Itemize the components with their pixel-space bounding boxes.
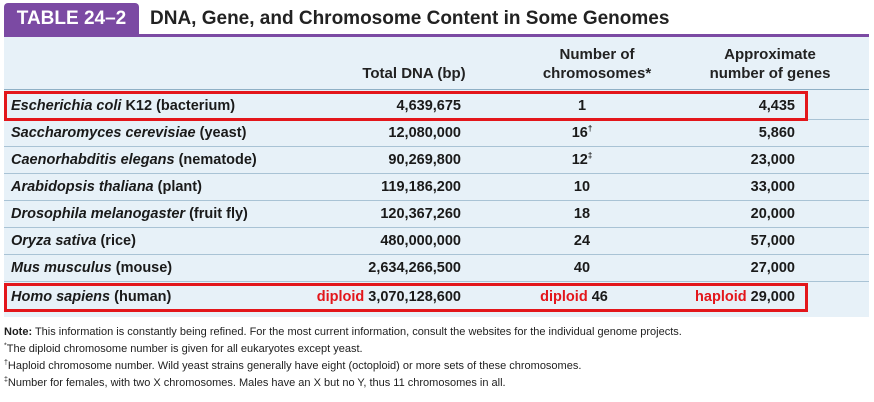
genes-cell: 20,000 — [750, 206, 795, 222]
highlight-box-human — [4, 283, 808, 312]
header-chromosomes — [522, 45, 672, 83]
total-dna-cell: 2,634,266,500 — [368, 260, 461, 276]
dagger-text: Haploid chromosome number. Wild yeast strains generally have eight (octoploid) or more sets of these chromosomes. — [7, 360, 582, 372]
footnote-dagger — [4, 358, 870, 375]
table-row — [4, 147, 869, 173]
table-label: TABLE 24–2 — [4, 3, 139, 34]
common-name: (plant) — [153, 179, 202, 195]
common-name: (human) — [110, 289, 172, 305]
common-name: (nematode) — [174, 152, 257, 168]
chromosomes-value: 18 — [573, 206, 591, 222]
header-total-dna: Total DNA (bp) — [362, 65, 466, 82]
table-footnotes — [4, 324, 870, 392]
common-name: (fruit fly) — [185, 206, 248, 222]
header-genes-line2: number of genes — [709, 65, 831, 82]
organism-cell — [11, 174, 202, 200]
header-chromosomes-line1: Number of — [559, 46, 635, 63]
table-title: DNA, Gene, and Chromosome Content in Some Genomes — [150, 8, 670, 29]
total-dna-cell: 119,186,200 — [381, 179, 461, 195]
star-mark: * — [4, 342, 7, 350]
header-rule — [4, 89, 869, 90]
organism-cell — [11, 255, 172, 281]
footnote-double-dagger — [4, 375, 870, 392]
annotation-haploid-genes: haploid — [695, 289, 747, 305]
double-dagger-text: Number for females, with two X chromosomes. Males have an X but no Y, thus 11 chromosomes in all. — [7, 377, 506, 389]
common-name: (rice) — [96, 233, 136, 249]
species-name: Homo sapiens — [11, 289, 111, 305]
species-name: Mus musculus — [11, 260, 112, 276]
chromosomes-mark: ‡ — [587, 151, 593, 161]
highlight-box-ecoli — [4, 91, 808, 121]
annotation-diploid-dna: diploid — [316, 289, 365, 305]
genes-value: 29,000 — [750, 289, 795, 305]
common-name: (yeast) — [195, 125, 247, 141]
note-label: Note: — [4, 326, 33, 338]
total-dna-value: 3,070,128,600 — [368, 289, 461, 305]
species-name: Arabidopsis thaliana — [11, 179, 154, 195]
total-dna-cell: 12,080,000 — [388, 125, 461, 141]
genes-cell: 57,000 — [750, 233, 795, 249]
annotation-diploid-chromosomes: diploid — [540, 289, 588, 305]
chromosomes-value: 40 — [573, 260, 591, 276]
species-name: Drosophila melanogaster — [11, 206, 186, 222]
total-dna-cell: 480,000,000 — [380, 233, 461, 249]
genes-cell: 23,000 — [750, 152, 795, 168]
total-dna-cell: 120,367,260 — [380, 206, 461, 222]
table-row — [4, 120, 869, 146]
genes-cell: 27,000 — [750, 260, 795, 276]
table-row — [4, 255, 869, 281]
species-name: Saccharomyces cerevisiae — [11, 125, 196, 141]
chromosomes-cell — [544, 147, 620, 173]
chromosomes-value: 24 — [573, 233, 591, 249]
footnote-star — [4, 341, 870, 358]
common-name: (bacterium) — [152, 98, 236, 114]
chromosomes-cell — [544, 120, 620, 146]
genes-cell: 4,435 — [758, 98, 795, 114]
organism-cell — [11, 228, 136, 254]
chromosomes-cell — [544, 174, 620, 200]
organism-cell — [11, 201, 248, 227]
organism-cell — [11, 147, 257, 173]
chromosomes-value: 10 — [573, 179, 591, 195]
chromosomes-cell — [544, 255, 620, 281]
chromosomes-value: 1 — [577, 98, 587, 114]
chromosomes-mark: † — [587, 124, 593, 134]
star-text: The diploid chromosome number is given for all eukaryotes except yeast. — [6, 343, 363, 355]
table-row — [4, 228, 869, 254]
species-name: Caenorhabditis elegans — [11, 152, 175, 168]
header-chromosomes-line2: chromosomes* — [542, 65, 652, 82]
genes-cell: 5,860 — [758, 125, 795, 141]
species-name: Escherichia coli — [11, 98, 122, 114]
header-genes — [690, 45, 850, 83]
species-name: Oryza sativa — [11, 233, 97, 249]
total-dna-cell: 90,269,800 — [388, 152, 461, 168]
strain: K12 — [121, 98, 153, 114]
row-rule — [4, 281, 869, 282]
note-text: This information is constantly being refined. For the most current information, consult the websites for the individual genome projects. — [32, 326, 682, 338]
chromosomes-cell — [544, 228, 620, 254]
organism-cell — [11, 120, 246, 146]
header-genes-line1: Approximate — [724, 46, 816, 63]
table-row — [4, 174, 869, 200]
footnote-note — [4, 324, 870, 341]
total-dna-cell: 4,639,675 — [396, 98, 461, 114]
chromosomes-value: 46 — [591, 289, 608, 305]
double-dagger-mark: ‡ — [4, 376, 8, 384]
chromosomes-value: 12 — [571, 152, 588, 168]
table-row — [4, 201, 869, 227]
chromosomes-cell — [544, 201, 620, 227]
chromosomes-value: 16 — [571, 125, 588, 141]
genes-cell: 33,000 — [750, 179, 795, 195]
dagger-mark: † — [4, 359, 8, 367]
common-name: (mouse) — [111, 260, 173, 276]
